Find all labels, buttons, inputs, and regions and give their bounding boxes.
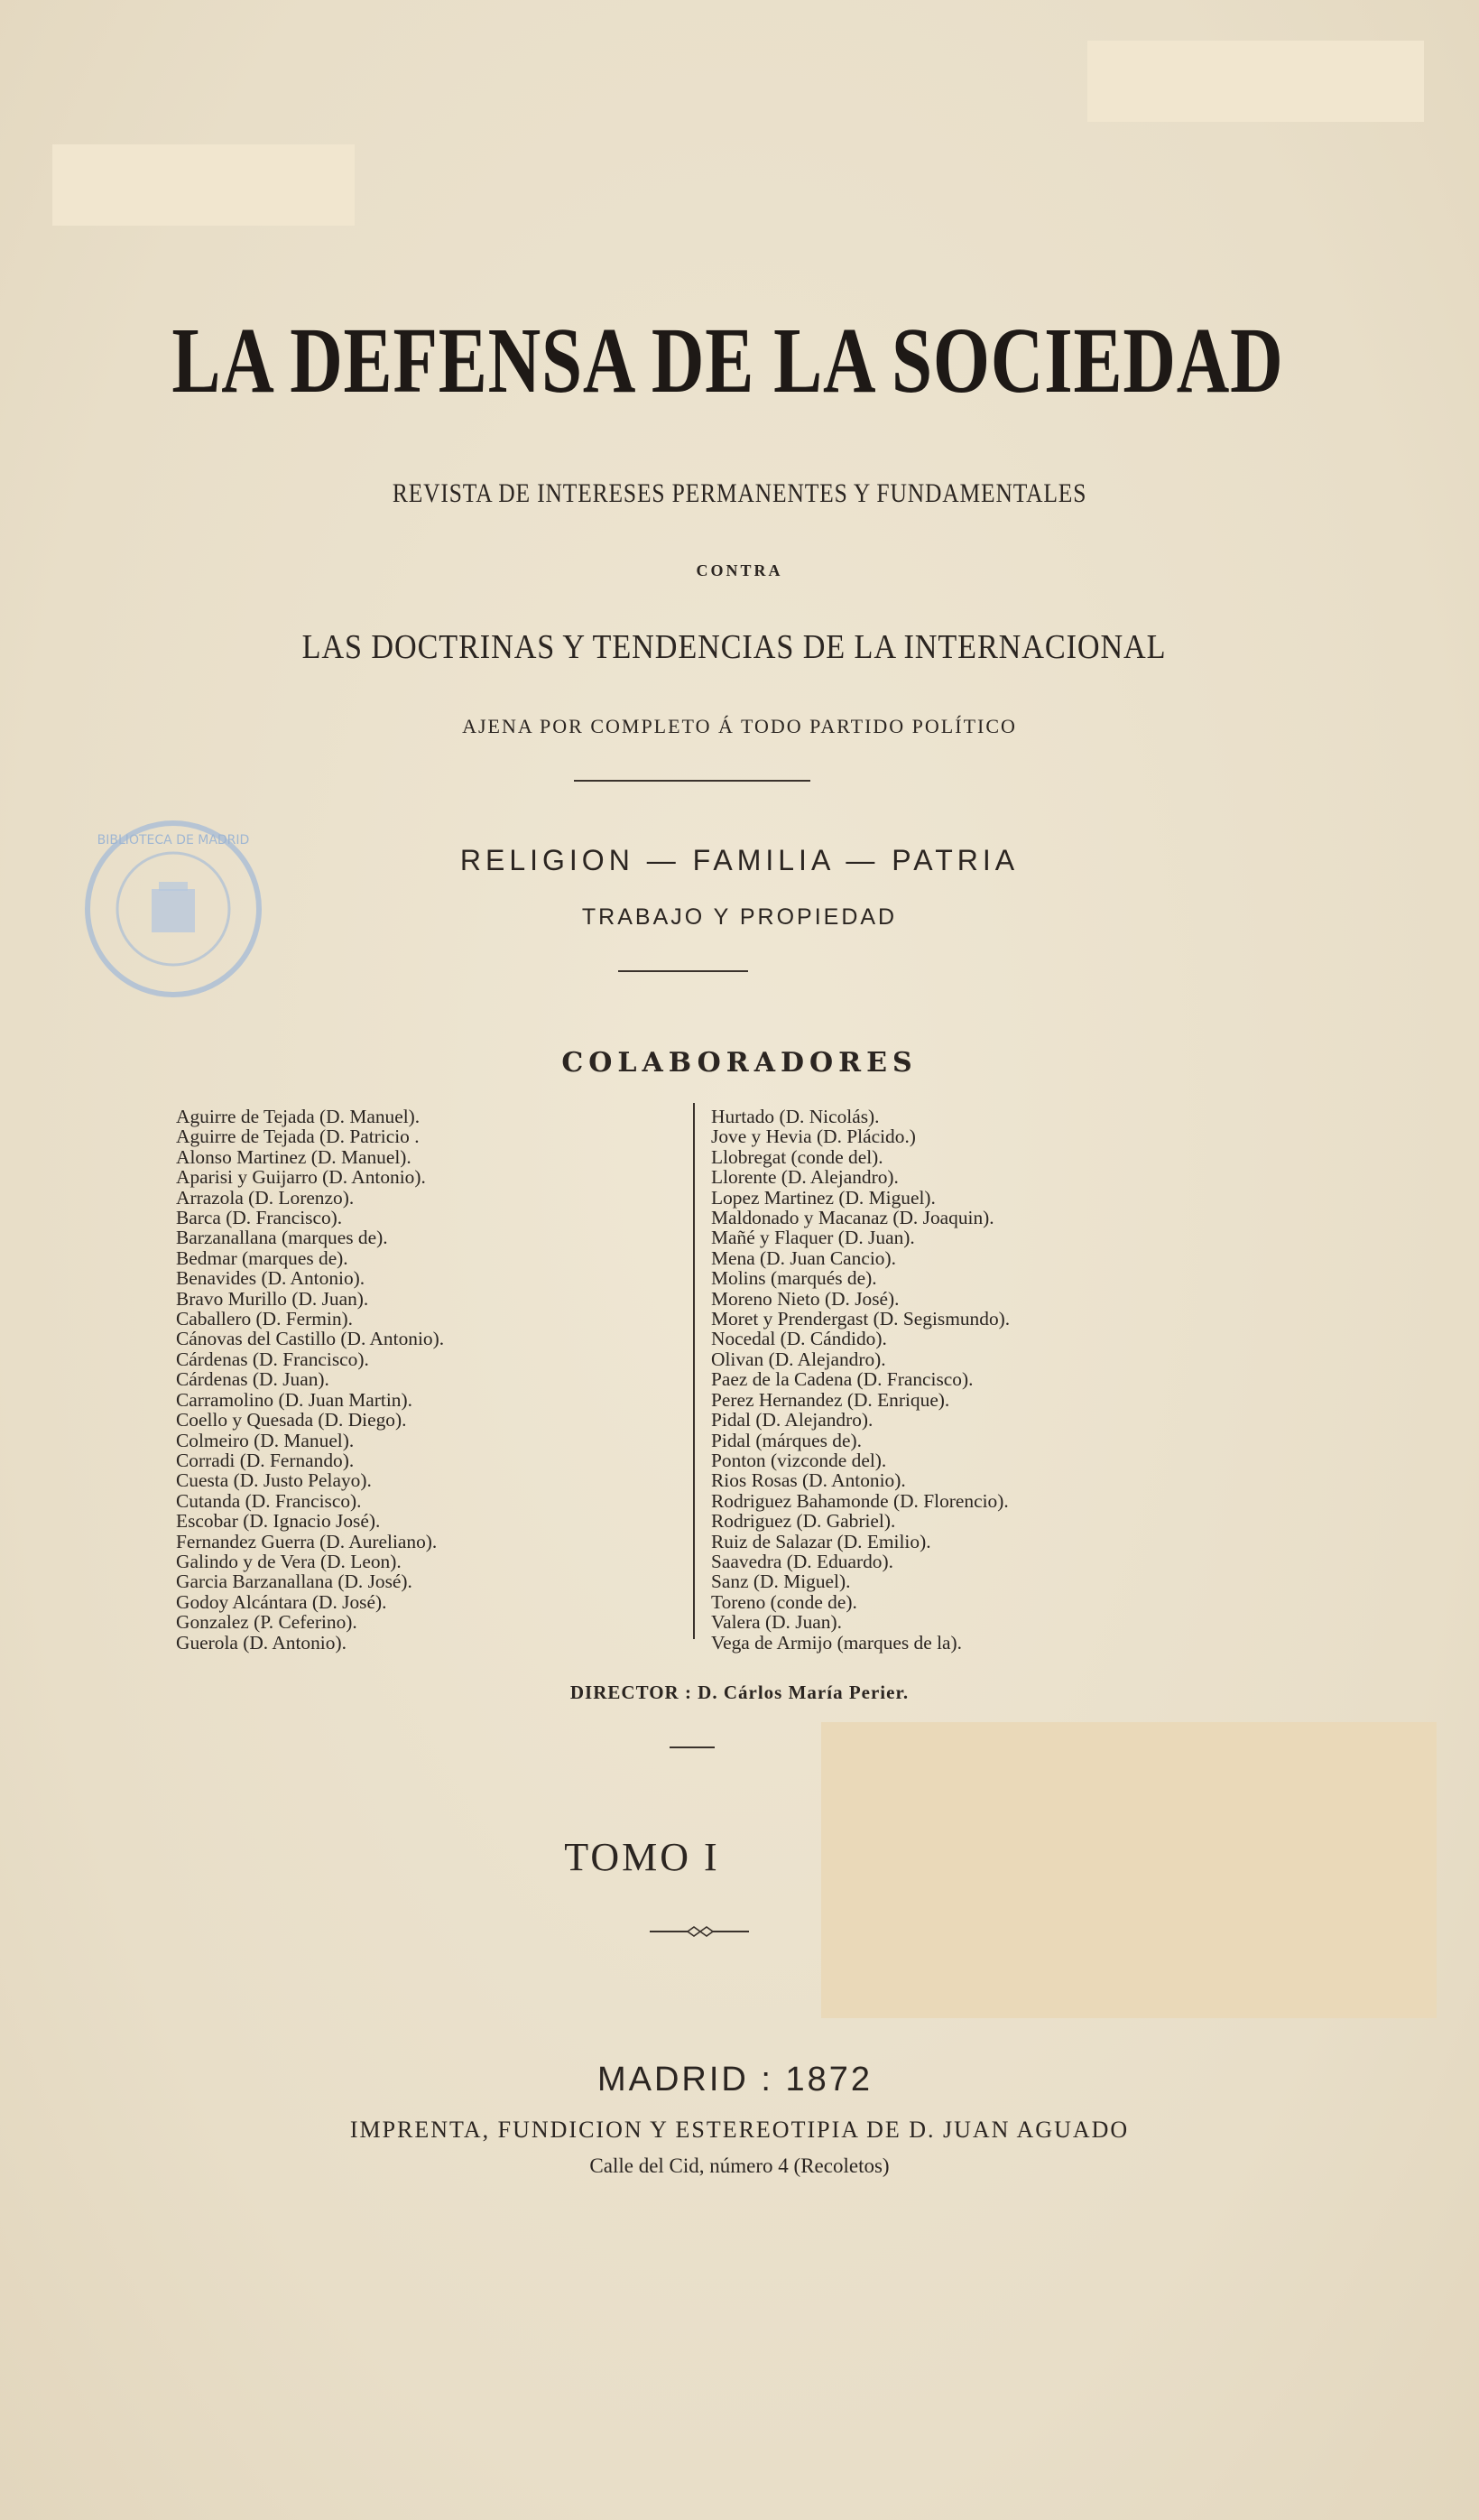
contributor-entry: Barzanallana (marques de). <box>176 1227 388 1249</box>
contributor-entry: Nocedal (D. Cándido). <box>711 1328 887 1350</box>
contributor-entry: Cárdenas (D. Juan). <box>176 1368 329 1391</box>
contributor-entry: Arrazola (D. Lorenzo). <box>176 1186 355 1209</box>
contra-label: CONTRA <box>696 561 783 579</box>
imprint-address: Calle del Cid, número 4 (Recoletos) <box>589 2154 890 2177</box>
contributor-entry: Barca (D. Francisco). <box>176 1207 343 1229</box>
contributors-list-left <box>176 1107 444 1653</box>
journal-title: LA DEFENSA DE LA SOCIEDAD <box>171 309 1284 412</box>
ornament <box>650 1924 749 1939</box>
contributor-entry: Coello y Quesada (D. Diego). <box>176 1409 407 1431</box>
motto-line-1: RELIGION — FAMILIA — PATRIA <box>459 844 1020 876</box>
contributor-entry: Hurtado (D. Nicolás). <box>711 1106 880 1127</box>
contributor-entry: Vega de Armijo (marques de la). <box>711 1631 962 1654</box>
contributor-entry: Cárdenas (D. Francisco). <box>176 1348 369 1370</box>
director-line: DIRECTOR : D. Cárlos María Perier. <box>569 1682 910 1703</box>
column-divider <box>693 1103 695 1639</box>
contributor-entry: Guerola (D. Antonio). <box>176 1631 347 1654</box>
contributor-entry: Aparisi y Guijarro (D. Antonio). <box>176 1166 426 1189</box>
redacted-area <box>821 1722 1437 2018</box>
contributor-entry: Alonso Martinez (D. Manuel). <box>176 1145 411 1168</box>
journal-subtitle: REVISTA DE INTERESES PERMANENTES Y FUNDAMENTALES <box>392 478 1087 508</box>
contributors-list-right <box>711 1107 1010 1653</box>
contributor-entry: Molins (marqués de). <box>711 1267 877 1290</box>
ajena-line: AJENA POR COMPLETO Á TODO PARTIDO POLÍTICO <box>462 715 1017 737</box>
contributor-entry: Rodriguez (D. Gabriel). <box>711 1510 896 1533</box>
contributor-entry: Pidal (márques de). <box>711 1429 862 1451</box>
contributor-entry: Maldonado y Macanaz (D. Joaquin). <box>711 1207 994 1229</box>
contributor-entry: Pidal (D. Alejandro). <box>711 1409 874 1431</box>
contributor-entry: Bravo Murillo (D. Juan). <box>176 1287 369 1310</box>
contributor-entry: Jove y Hevia (D. Plácido.) <box>711 1126 916 1148</box>
volume-label: TOMO I <box>564 1835 720 1879</box>
divider <box>618 970 748 972</box>
contributor-entry: Lopez Martinez (D. Miguel). <box>711 1186 936 1209</box>
colaboradores-heading: COLABORADORES <box>561 1047 918 1079</box>
contributor-entry: Gonzalez (P. Ceferino). <box>176 1611 357 1634</box>
contributor-entry: Paez de la Cadena (D. Francisco). <box>711 1368 974 1391</box>
contributor-entry: Fernandez Guerra (D. Aureliano). <box>176 1530 438 1552</box>
contributor-entry: Olivan (D. Alejandro). <box>711 1348 886 1370</box>
contributor-entry: Bedmar (marques de). <box>176 1246 348 1269</box>
contributor-entry: Mena (D. Juan Cancio). <box>711 1246 896 1269</box>
contributor-entry: Galindo y de Vera (D. Leon). <box>176 1550 402 1572</box>
contributor-entry: Saavedra (D. Eduardo). <box>711 1550 893 1572</box>
doctrinas-line: LAS DOCTRINAS Y TENDENCIAS DE LA INTERNACIONAL <box>301 628 1167 666</box>
contributor-entry: Rodriguez Bahamonde (D. Florencio). <box>711 1489 1009 1512</box>
contributor-entry: Aguirre de Tejada (D. Manuel). <box>176 1106 421 1127</box>
imprint-place-year: MADRID : 1872 <box>596 2061 874 2098</box>
contributor-entry: Llorente (D. Alejandro). <box>711 1166 899 1189</box>
contributor-entry: Corradi (D. Fernando). <box>176 1449 355 1471</box>
contributor-entry: Cánovas del Castillo (D. Antonio). <box>176 1328 445 1350</box>
redacted-area <box>1087 41 1424 122</box>
contributor-entry: Valera (D. Juan). <box>711 1611 842 1634</box>
contributor-entry: Caballero (D. Fermin). <box>176 1308 354 1330</box>
contributor-entry: Toreno (conde de). <box>711 1590 857 1613</box>
contributor-entry: Mañé y Flaquer (D. Juan). <box>711 1227 915 1249</box>
divider <box>670 1746 715 1748</box>
contributor-entry: Ponton (vizconde del). <box>711 1449 887 1471</box>
redacted-area <box>52 144 355 226</box>
imprint-printer: IMPRENTA, FUNDICION Y ESTEREOTIPIA DE D. JUAN AGUADO <box>349 2117 1130 2143</box>
contributor-entry: Cuesta (D. Justo Pelayo). <box>176 1469 372 1492</box>
contributor-entry: Sanz (D. Miguel). <box>711 1570 851 1593</box>
contributor-entry: Cutanda (D. Francisco). <box>176 1489 362 1512</box>
contributor-entry: Moreno Nieto (D. José). <box>711 1287 900 1310</box>
contributor-entry: Moret y Prendergast (D. Segismundo). <box>711 1308 1011 1330</box>
divider <box>574 780 810 782</box>
stamp-text: BIBLIOTECA DE MADRID <box>97 833 250 848</box>
contributor-entry: Aguirre de Tejada (D. Patricio . <box>176 1126 420 1148</box>
contributor-entry: Colmeiro (D. Manuel). <box>176 1429 355 1451</box>
contributor-entry: Ruiz de Salazar (D. Emilio). <box>711 1530 931 1552</box>
contributor-entry: Rios Rosas (D. Antonio). <box>711 1469 906 1492</box>
contributor-entry: Llobregat (conde del). <box>711 1145 883 1168</box>
contributor-entry: Benavides (D. Antonio). <box>176 1267 365 1290</box>
motto-line-2: TRABAJO Y PROPIEDAD <box>581 904 898 930</box>
contributor-entry: Escobar (D. Ignacio José). <box>176 1510 381 1533</box>
contributor-entry: Garcia Barzanallana (D. José). <box>176 1570 412 1593</box>
contributor-entry: Godoy Alcántara (D. José). <box>176 1590 387 1613</box>
contributor-entry: Carramolino (D. Juan Martin). <box>176 1388 412 1411</box>
contributor-entry: Perez Hernandez (D. Enrique). <box>711 1388 950 1411</box>
